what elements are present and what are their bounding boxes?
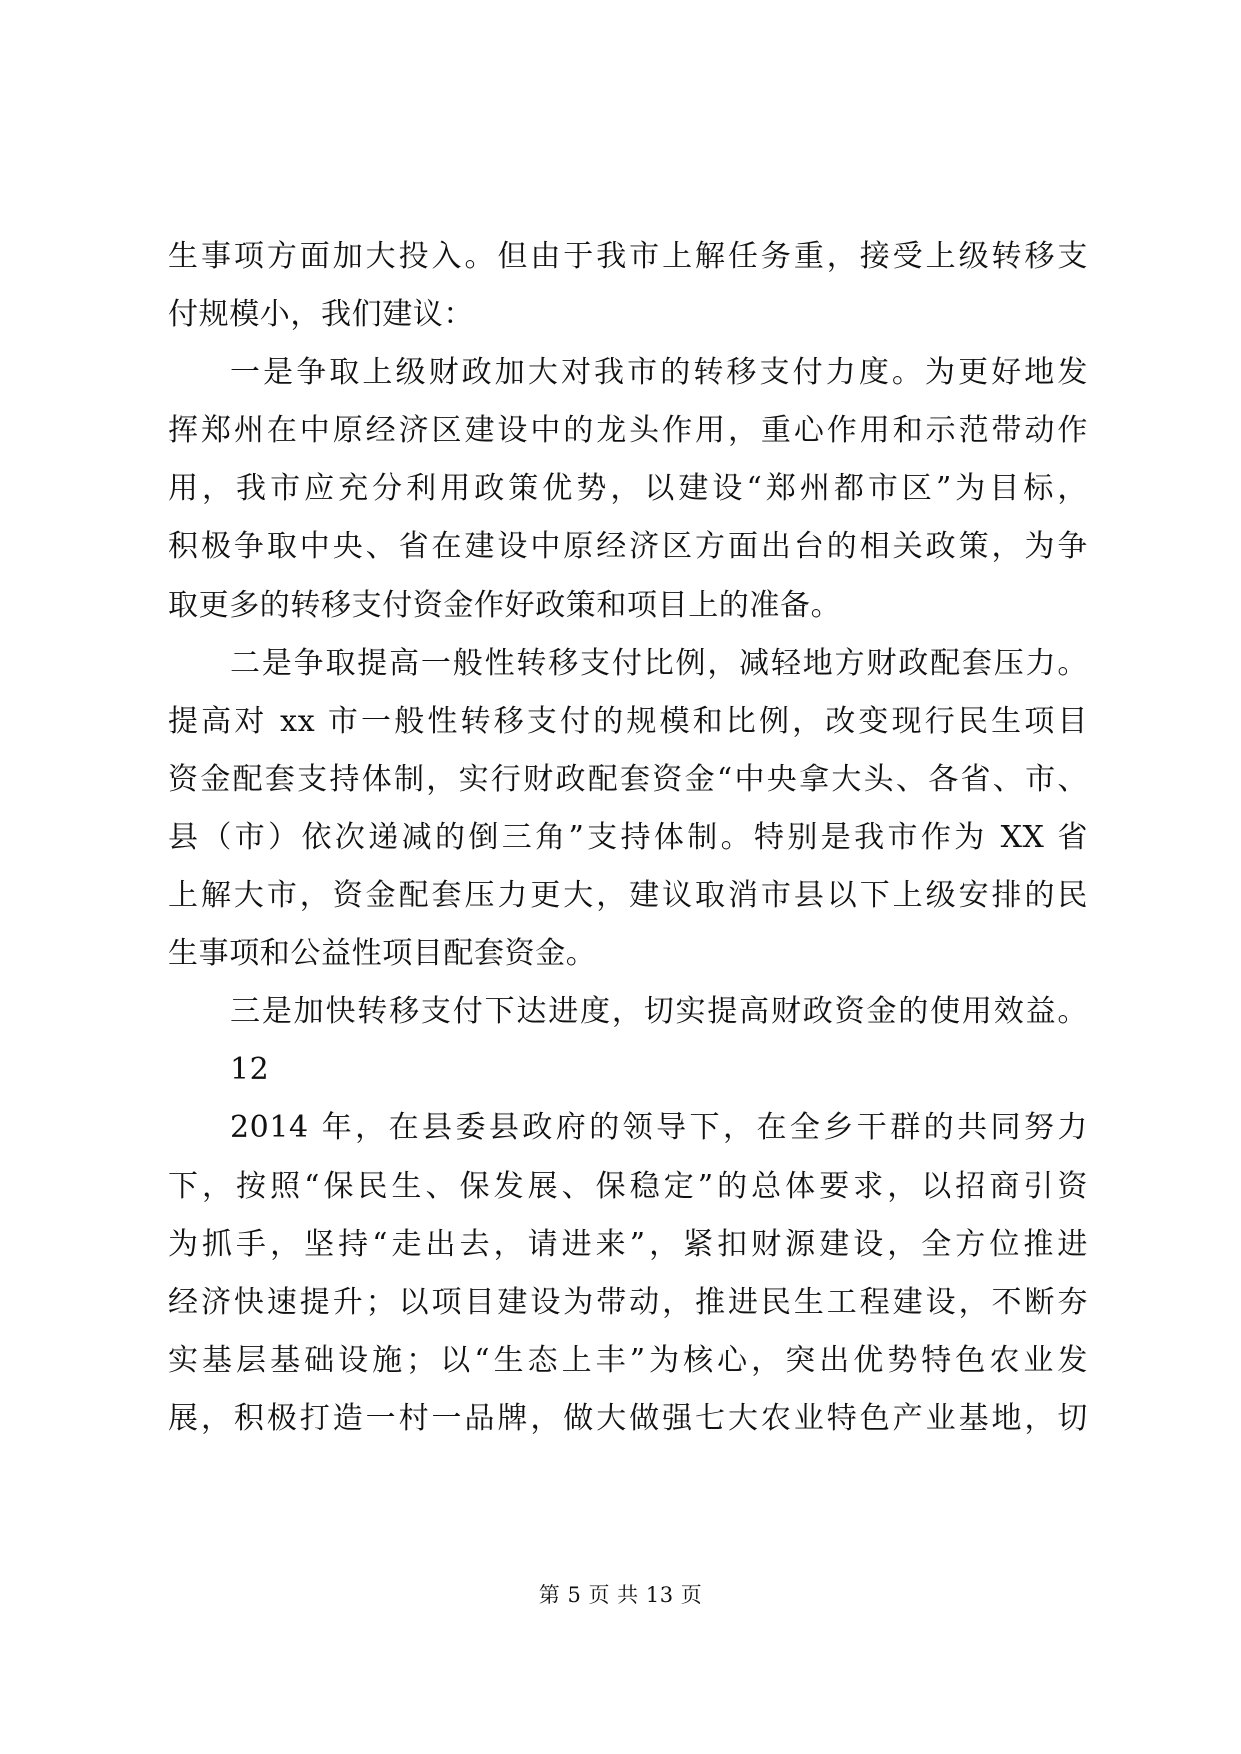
text-line: 展，积极打造一村一品牌，做大做强七大农业特色产业基地，切	[168, 1400, 1088, 1436]
text-line: 资金配套支持体制，实行财政配套资金“中央拿大头、各省、市、	[168, 761, 1088, 797]
text-line: 实基层基础设施；以“生态上丰”为核心，突出优势特色农业发	[168, 1342, 1088, 1378]
text-line: 用，我市应充分利用政策优势，以建设“郑州都市区”为目标，	[168, 471, 1088, 507]
text-line: 下，按照“保民生、保发展、保稳定”的总体要求，以招商引资	[168, 1168, 1088, 1204]
text-line: 为抓手，坚持“走出去，请进来”，紧扣财源建设，全方位推进	[168, 1226, 1088, 1262]
text-line: 上解大市，资金配套压力更大，建议取消市县以下上级安排的民	[168, 878, 1088, 914]
text-line: 二是争取提高一般性转移支付比例，减轻地方财政配套压力。	[230, 645, 1088, 681]
text-line: 2014 年，在县委县政府的领导下，在全乡干群的共同努力	[230, 1110, 1088, 1146]
text-line: 提高对 xx 市一般性转移支付的规模和比例，改变现行民生项目	[168, 703, 1088, 739]
text-line: 积极争取中央、省在建设中原经济区方面出台的相关政策，为争	[168, 529, 1088, 565]
text-line: 取更多的转移支付资金作好政策和项目上的准备。	[168, 587, 842, 623]
text-line: 挥郑州在中原经济区建设中的龙头作用，重心作用和示范带动作	[168, 413, 1088, 449]
text-line: 生事项方面加大投入。但由于我市上解任务重，接受上级转移支	[168, 239, 1088, 274]
document-body	[168, 228, 1088, 1448]
text-line: 经济快速提升；以项目建设为带动，推进民生工程建设，不断夯	[168, 1284, 1088, 1320]
text-line: 付规模小，我们建议：	[168, 297, 474, 333]
text-line: 一是争取上级财政加大对我市的转移支付力度。为更好地发	[230, 355, 1088, 391]
text-line: 县（市）依次递减的倒三角”支持体制。特别是我市作为 XX 省	[168, 819, 1088, 855]
page-number-footer: 第 5 页 共 13 页	[538, 1583, 703, 1607]
text-line: 三是加快转移支付下达进度，切实提高财政资金的使用效益。	[230, 994, 1088, 1030]
text-line: 生事项和公益性项目配套资金。	[168, 936, 597, 972]
text-line: 12	[230, 1052, 270, 1088]
